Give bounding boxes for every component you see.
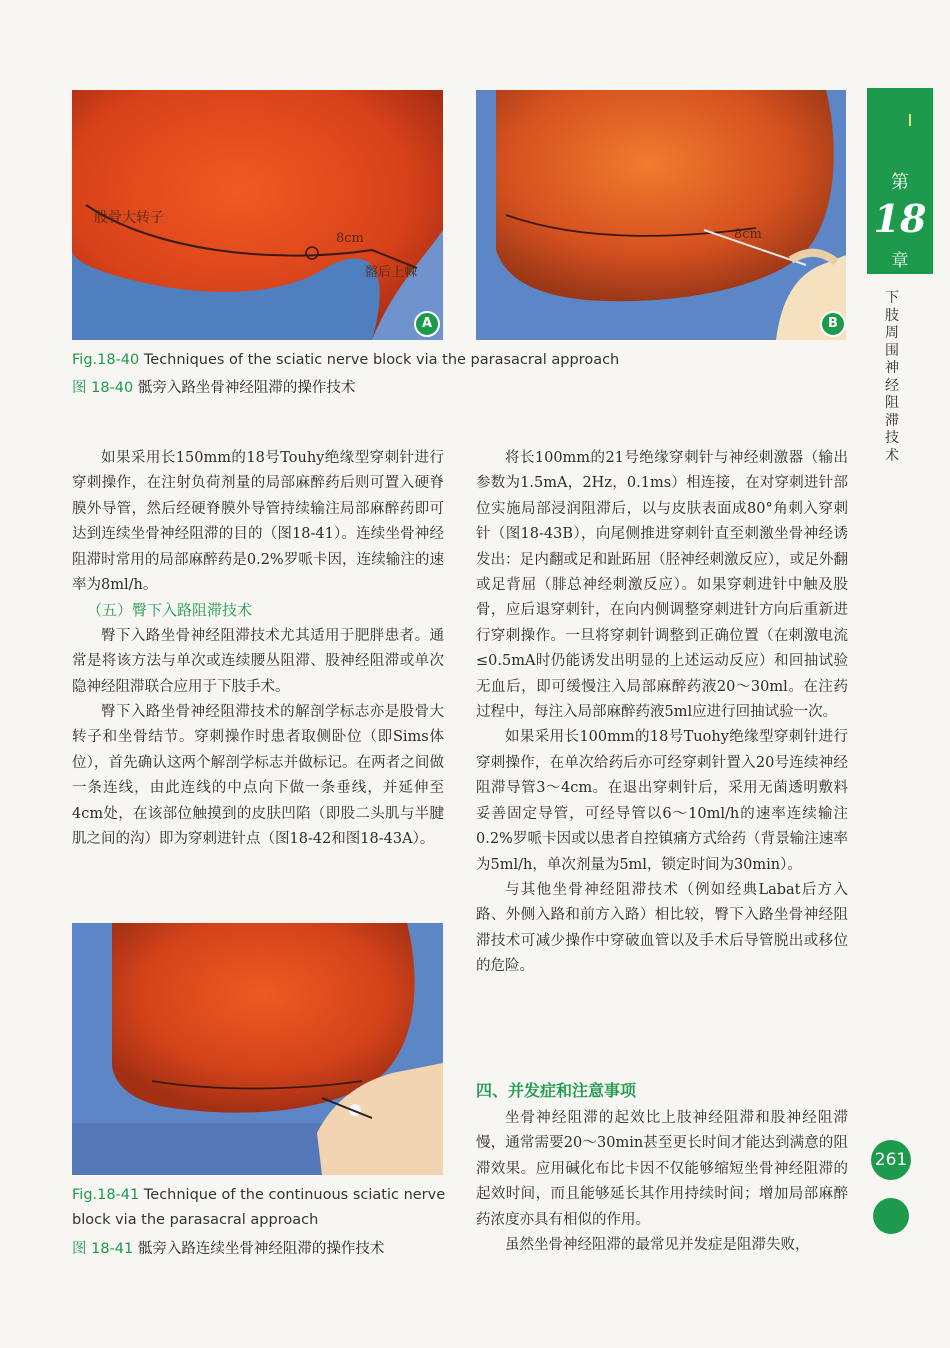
figure-18-41-photo: [72, 923, 443, 1175]
chapter-zhang: 章: [891, 251, 909, 271]
fig-18-41-text-en-2: block via the parasacral approach: [72, 1212, 319, 1228]
label-8cm-a: 8cm: [336, 231, 364, 246]
fig-18-41-caption-en-line1: [72, 1187, 445, 1203]
chapter-di: 第: [891, 172, 909, 193]
fig-18-40-caption-en: [72, 352, 619, 368]
page-number: 261: [871, 1140, 911, 1180]
fig-18-41-caption-cn: [72, 1237, 384, 1258]
fig-18-41-text-en-1: Technique of the continuous sciatic nerve: [143, 1187, 446, 1203]
left-column: [72, 446, 444, 853]
fig-18-40-caption-cn: [72, 376, 355, 397]
right-paragraph-3: 与其他坐骨神经阻滞技术（例如经典Labat后方入路、外侧入路和前方入路）相比较，臀下入路坐骨神经阻滞技术可减少操作中穿破血管以及手术后导管脱出或移位的危险。: [476, 881, 848, 975]
fig-18-41-caption-en-line2: [72, 1212, 318, 1228]
right-paragraph-1: 将长100mm的21号绝缘穿刺针与神经刺激器（输出参数为1.5mA，2Hz，0.1ms）相连接，在对穿刺进针部位实施局部浸润阻滞后，以与皮肤表面成80°角刺入穿刺针（图18-43B），向尾侧推进穿刺针直至刺激坐骨神经诱发出：足内翻或足和趾跖屈（胫神经刺激反应），或足外翻或足背屈（腓总神经刺激反应）。如果穿刺进针中触及股骨，应后退穿刺针，在向内侧调整穿刺进针方向后重新进行穿刺操作。一旦将穿刺针调整到正确位置（在刺激电流≤0.5mA时仍能诱发出明显的上述运动反应）和回抽试验无血后，即可缓慢注入局部麻醉药液20～30ml。在注药过程中，每注入局部麻醉药液5ml应进行回抽试验一次。: [476, 450, 848, 721]
left-paragraph-2: 臀下入路坐骨神经阻滞技术尤其适用于肥胖患者。通常是将该方法与单次或连续腰丛阻滞、股神经阻滞或单次隐神经阻滞联合应用于下肢手术。: [72, 627, 444, 695]
right-paragraph-4: 坐骨神经阻滞的起效比上肢神经阻滞和股神经阻滞慢，通常需要20～30min甚至更长时间才能达到满意的阻滞效果。应用碱化布比卡因不仅能够缩短坐骨神经阻滞的起效时间，而且能够延长其作用持续时间；增加局部麻醉药浓度亦具有相似的作用。: [476, 1110, 848, 1228]
label-trochanter: 股骨大转子: [94, 210, 164, 226]
fig-18-40-number-cn: 图 18-40: [72, 380, 134, 396]
right-column-top: [476, 446, 848, 980]
chapter-side-title: 下肢周围神经阻滞技术: [885, 290, 899, 464]
subsection-heading: （五）臀下入路阻滞技术: [87, 601, 253, 620]
fig-18-40-text-en: Techniques of the sciatic nerve block via the parasacral approach: [143, 352, 620, 368]
photo-a-illustration: [72, 90, 443, 340]
chapter-number: 18: [873, 196, 927, 241]
photo-18-41-illustration: [72, 923, 443, 1175]
label-8cm-b: 8cm: [734, 227, 762, 242]
left-paragraph-3: 臀下入路坐骨神经阻滞技术的解剖学标志亦是股骨大转子和坐骨结节。穿刺操作时患者取侧卧位（即Sims体位），首先确认这两个解剖学标志并做标记。在两者之间做一条连线，由此连线的中点向下做一条垂线，并延伸至4cm处，在该部位触摸到的皮肤凹陷（即股二头肌与半腱肌之间的沟）即为穿刺进针点（图18-42和图18-43A）。: [72, 704, 444, 848]
chapter-tab: [867, 88, 933, 274]
photo-b-illustration: [476, 90, 846, 340]
badge-b: B: [820, 311, 846, 337]
label-psis: 髂后上棘: [365, 265, 418, 280]
right-paragraph-5: 虽然坐骨神经阻滞的最常见并发症是阻滞失败，: [505, 1237, 810, 1254]
fig-18-40-number-en: Fig.18-40: [72, 352, 140, 368]
figure-18-40-photo-b: [476, 90, 846, 340]
fig-18-41-text-cn: 骶旁入路连续坐骨神经阻滞的操作技术: [137, 1241, 385, 1257]
fig-18-41-number-en: Fig.18-41: [72, 1187, 140, 1203]
section-heading: 四、并发症和注意事项: [476, 1081, 637, 1100]
fig-18-41-number-cn: 图 18-41: [72, 1241, 134, 1257]
tab-accent: [909, 114, 911, 126]
left-paragraph-1: 如果采用长150mm的18号Touhy绝缘型穿刺针进行穿刺操作，在注射负荷剂量的局部麻醉药后则可置入硬脊膜外导管，然后经硬脊膜外导管持续输注局部麻醉药即可达到连续坐骨神经阻滞的目的（图18-41）。连续坐骨神经阻滞时常用的局部麻醉药是0.2%罗哌卡因，连续输注的速率为8ml/h。: [72, 450, 444, 594]
badge-a: A: [414, 311, 440, 337]
right-paragraph-2: 如果采用长100mm的18号Tuohy绝缘型穿刺针进行穿刺操作，在单次给药后亦可经穿刺针置入20号连续神经阻滞导管3～4cm。在退出穿刺针后，采用无菌透明敷料妥善固定导管，可经导管以6～10ml/h的速率连续输注0.2%罗哌卡因或以患者自控镇痛方式给药（背景输注速率为5ml/h，单次剂量为5ml，锁定时间为30min）。: [476, 729, 848, 873]
right-column-bottom: [476, 1106, 848, 1258]
figure-18-40-photo-a: [72, 90, 443, 340]
fig-18-40-text-cn: 骶旁入路坐骨神经阻滞的操作技术: [137, 380, 356, 396]
decorative-dot: [873, 1198, 909, 1234]
